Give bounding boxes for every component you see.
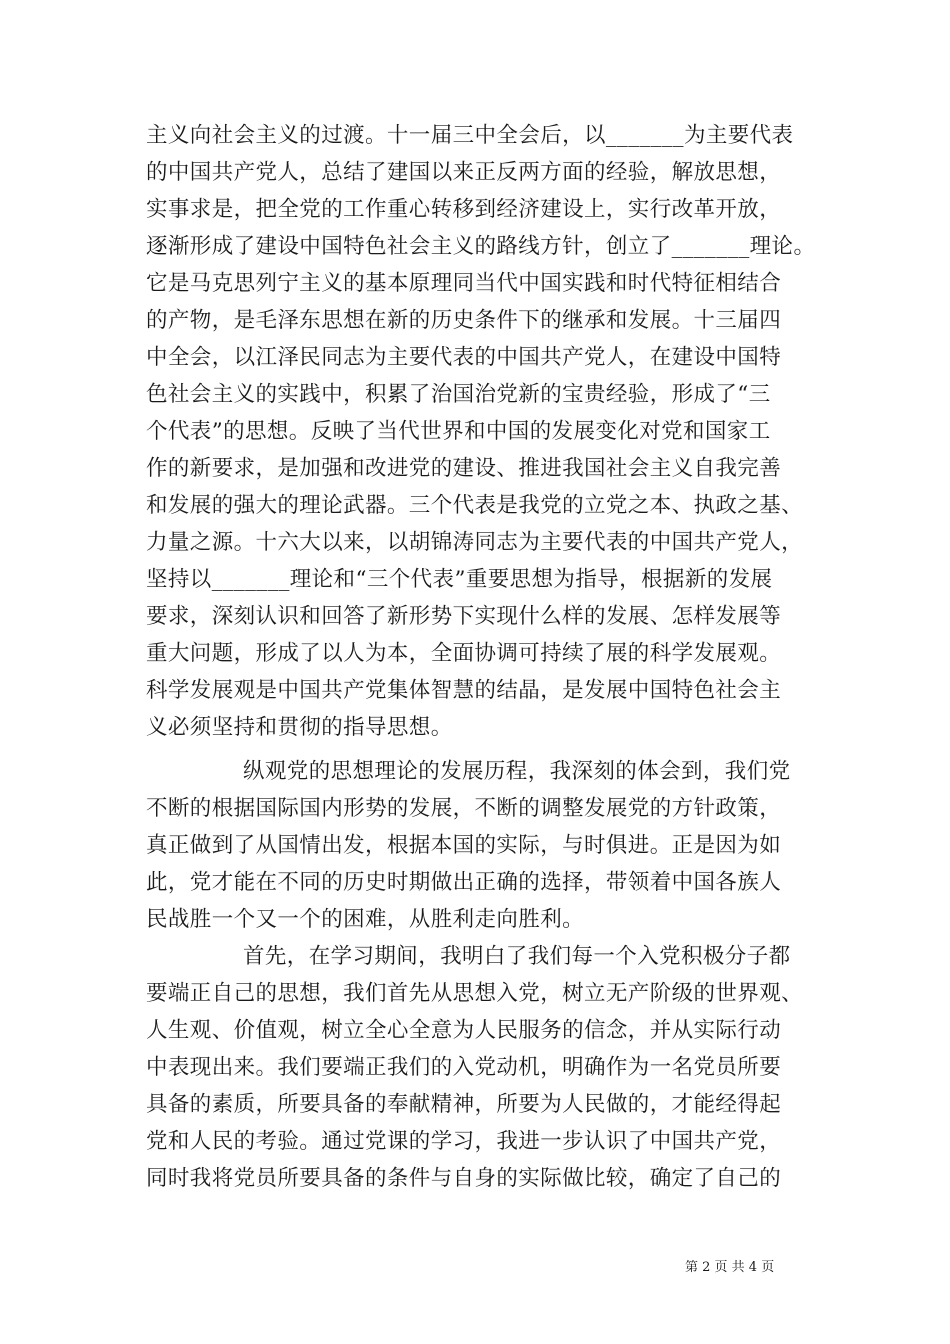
text-line: 的中国共产党人，总结了建国以来正反两方面的经验，解放思想， xyxy=(146,160,782,185)
text-line: 民战胜一个又一个的困难，从胜利走向胜利。 xyxy=(146,907,585,932)
text-line: 人生观、价值观，树立全心全意为人民服务的信念，并从实际行动 xyxy=(146,1018,782,1043)
text-line: 要端正自己的思想，我们首先从思想入党，树立无产阶级的世界观、 xyxy=(146,981,804,1006)
text-line: 义必须坚持和贯彻的指导思想。 xyxy=(146,715,453,740)
paragraph-first-line: 首先，在学习期间，我明白了我们每一个入党积极分子都 xyxy=(243,944,791,969)
text-line: 中全会，以江泽民同志为主要代表的中国共产党人，在建设中国特 xyxy=(146,345,782,370)
text-line: 个代表”的思想。反映了当代世界和中国的发展变化对党和国家工 xyxy=(146,419,771,444)
text-line: 党和人民的考验。通过党课的学习，我进一步认识了中国共产党， xyxy=(146,1129,782,1154)
text-line: 不断的根据国际国内形势的发展，不断的调整发展党的方针政策， xyxy=(146,796,782,821)
text-line: 重大问题，形成了以人为本，全面协调可持续了展的科学发展观。 xyxy=(146,641,782,666)
text-line: 真正做到了从国情出发，根据本国的实际，与时俱进。正是因为如 xyxy=(146,833,782,858)
text-line: 它是马克思列宁主义的基本原理同当代中国实践和时代特征相结合 xyxy=(146,271,782,296)
page-number-footer: 第 2 页 共 4 页 xyxy=(685,1260,775,1275)
text-line: 坚持以_______理论和“三个代表”重要思想为指导，根据新的发展 xyxy=(146,567,773,592)
text-line: 同时我将党员所要具备的条件与自身的实际做比较，确定了自己的 xyxy=(146,1166,782,1191)
text-line: 具备的素质，所要具备的奉献精神，所要为人民做的，才能经得起 xyxy=(146,1092,782,1117)
text-line: 和发展的强大的理论武器。三个代表是我党的立党之本、执政之基、 xyxy=(146,493,804,518)
text-line: 主义向社会主义的过渡。十一届三中全会后，以_______为主要代表 xyxy=(146,123,794,148)
text-line: 作的新要求，是加强和改进党的建设、推进我国社会主义自我完善 xyxy=(146,456,782,481)
paragraph-first-line: 纵观党的思想理论的发展历程，我深刻的体会到，我们党 xyxy=(243,759,791,784)
text-line: 实事求是，把全党的工作重心转移到经济建设上，实行改革开放， xyxy=(146,197,782,222)
text-line: 力量之源。十六大以来，以胡锦涛同志为主要代表的中国共产党人， xyxy=(146,530,804,555)
text-line: 要求，深刻认识和回答了新形势下实现什么样的发展、怎样发展等 xyxy=(146,604,782,629)
text-line: 色社会主义的实践中，积累了治国治党新的宝贵经验，形成了“三 xyxy=(146,382,771,407)
text-line: 逐渐形成了建设中国特色社会主义的路线方针，创立了_______理论。 xyxy=(146,234,816,259)
text-line: 科学发展观是中国共产党集体智慧的结晶，是发展中国特色社会主 xyxy=(146,678,782,703)
text-line: 中表现出来。我们要端正我们的入党动机，明确作为一名党员所要 xyxy=(146,1055,782,1080)
text-line: 的产物，是毛泽东思想在新的历史条件下的继承和发展。十三届四 xyxy=(146,308,782,333)
text-line: 此，党才能在不同的历史时期做出正确的选择，带领着中国各族人 xyxy=(146,870,782,895)
